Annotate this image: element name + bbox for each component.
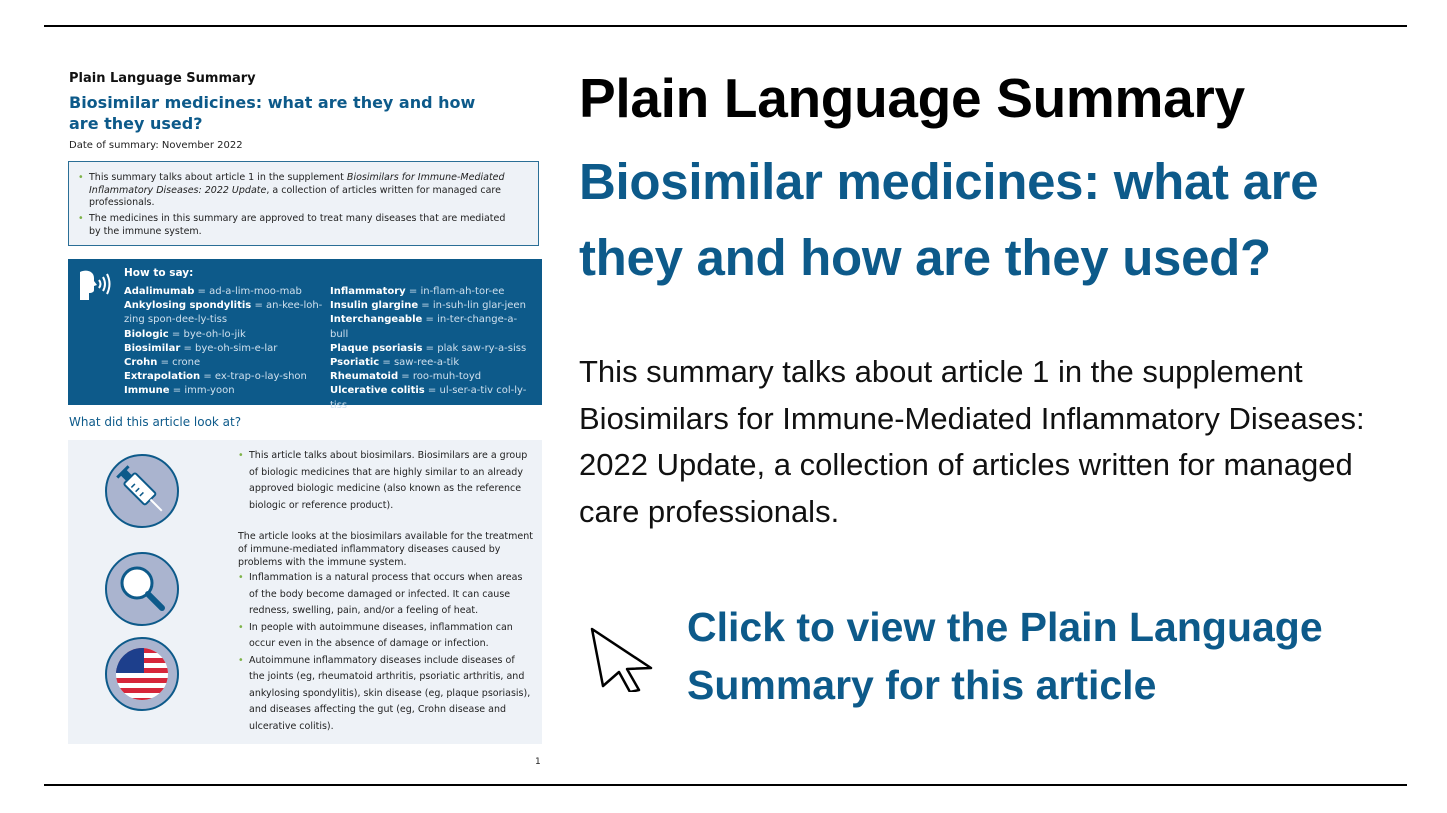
bottom-rule — [44, 784, 1407, 786]
pronunciation-item: Insulin glargine = in-suh-lin glar-jeen — [330, 300, 526, 312]
pronunciation-item: Ankylosing spondylitis = an-kee-loh-zing spon-dee-ly-tiss — [124, 300, 323, 326]
pronunciation-item: Ulcerative colitis = ul-ser-a-tiv col-ly-tiss — [330, 385, 527, 411]
pronunciation-item: Inflammatory = in-flam-ah-tor-ee — [330, 286, 505, 297]
pronunciation-item: Psoriatic = saw-ree-a-tik — [330, 357, 460, 369]
preview-title: Biosimilar medicines: what are they and how are they used? — [69, 93, 476, 133]
view-summary-link-text[interactable]: Click to view the Plain Language Summary for this article — [687, 604, 1323, 708]
section-heading: What did this article look at? — [69, 415, 242, 429]
list-item: • In people with autoimmune diseases, inflammation can occur even in the absence of damage or infection. — [238, 620, 533, 653]
summary-body: This summary talks about article 1 in the supplement Biosimilars for Immune-Mediated Inflammatory Diseases: 2022 Update, a collection of articles written for managed care professionals. — [579, 354, 1365, 529]
pronunciation-item: Rheumatoid = roo-muh-toyd — [330, 371, 482, 383]
intro-bullet: • This article talks about biosimilars. Biosimilars are a group of biologic medicines that are highly similar to an already approved biologic medicine (also known as the reference biologic or reference product). — [238, 448, 533, 514]
list-item: • Autoimmune inflammatory diseases include diseases of the joints (eg, rheumatoid arthritis, psoriatic arthritis, and ankylosing spondylitis), skin disease (eg, plaque psoriasis), and diseases affecting the gut (eg, Crohn disease and ulcerative colitis). — [238, 653, 533, 736]
key-point: • This summary talks about article 1 in the supplement Biosimilars for Immune-Mediated Inflammatory Diseases: 2022 Update, a collection of articles written for managed care professionals. — [89, 172, 519, 210]
how-to-say-heading: How to say: — [124, 267, 194, 279]
pronunciation-item: Crohn = crone — [124, 357, 201, 369]
preview-date: Date of summary: November 2022 — [69, 140, 243, 151]
mouse-cursor-icon — [589, 626, 655, 692]
pronunciation-item: Adalimumab = ad-a-lim-moo-mab — [124, 286, 302, 297]
list-item: • Inflammation is a natural process that occurs when areas of the body become damaged or infected. It can cause redness, swelling, pain, and/or a feeling of heat. — [238, 570, 533, 620]
pronunciation-column — [124, 285, 329, 399]
pronunciation-item: Biosimilar = bye-oh-sim-e-lar — [124, 342, 278, 354]
summary-title: Biosimilar medicines: what are they and how are they used? — [579, 153, 1319, 286]
pronunciation-column — [330, 285, 535, 413]
pronunciation-item: Extrapolation = ex-trap-o-lay-shon — [124, 371, 307, 383]
magnifying-glass-icon — [104, 551, 180, 627]
us-flag-icon — [104, 636, 180, 712]
page-number: 1 — [535, 757, 541, 767]
view-summary-link[interactable] — [585, 596, 1385, 716]
pronunciation-item: Biologic = bye-oh-lo-jik — [124, 328, 246, 340]
top-rule — [44, 25, 1407, 27]
summary-label: Plain Language Summary — [579, 67, 1245, 129]
pronunciation-item: Immune = imm-yoon — [124, 385, 235, 397]
preview-label: Plain Language Summary — [69, 71, 256, 86]
key-point: • The medicines in this summary are approved to treat many diseases that are mediated by the immune system. — [89, 213, 519, 238]
article-paragraph: The article looks at the biosimilars available for the treatment of immune-mediated inflammatory diseases caused by problems with the immune system. — [238, 531, 533, 568]
bullet-list — [238, 570, 533, 735]
article-overview-box — [68, 440, 542, 744]
plain-language-summary-preview[interactable] — [68, 70, 542, 770]
how-to-say-panel — [68, 259, 542, 411]
syringe-icon — [104, 453, 180, 529]
speaking-head-icon — [76, 268, 112, 304]
pronunciation-item: Plaque psoriasis = plak saw-ry-a-siss — [330, 342, 527, 354]
key-points-box — [68, 161, 539, 246]
pronunciation-item: Interchangeable = in-ter-change-a-bull — [330, 314, 518, 340]
